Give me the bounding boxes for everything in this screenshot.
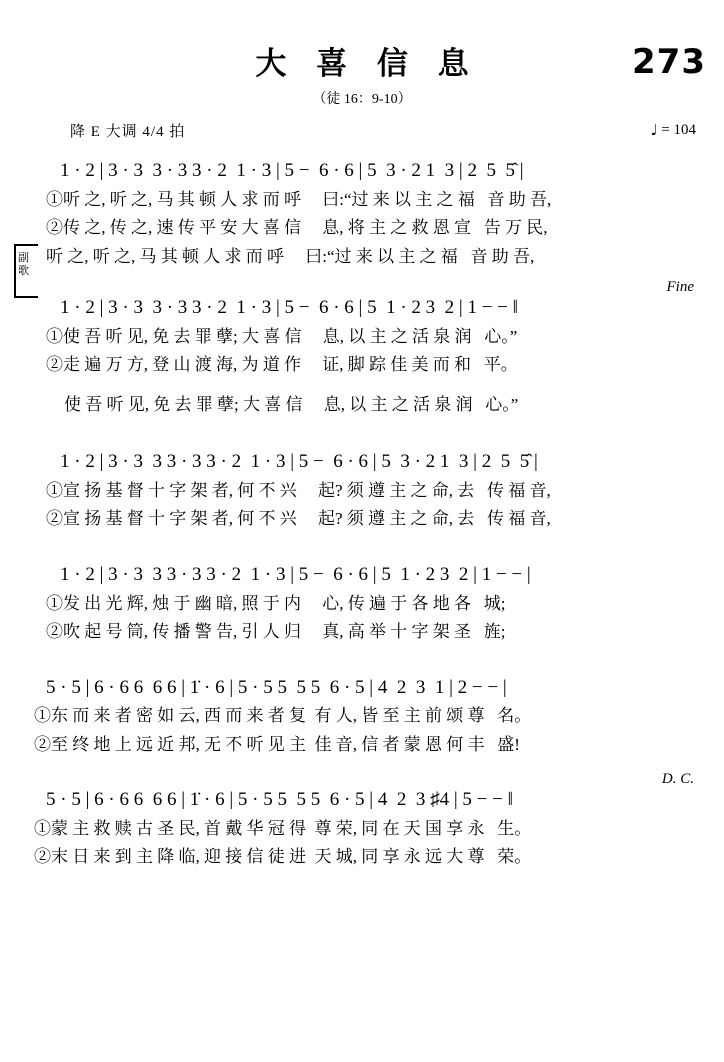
music-system-6 [0, 771, 724, 870]
lyric-line: ②吹 起 号 筒, 传 播 警 告, 引 人 归 真, 高 举 十 字 架 圣 旌; [46, 622, 506, 642]
notation-line: 1 · 2 | 3 · 3 3 3 · 3 3 · 2 1 · 3 | 5 − 6 · 6 | 5 3 · 2 1 3 | 2 5 5̂ | [60, 451, 538, 473]
chorus-label-line1: 副 [18, 252, 29, 264]
music-system-5 [0, 675, 724, 758]
notation-line: 5 · 5 | 6 · 6 6 6 6 | 1̇ · 6 | 5 · 5 5 5 5 6 · 5 | 4 2 3 ♯4 | 5 − − ‖ [46, 789, 513, 811]
lyric-line: ②走 遍 万 方, 登 山 渡 海, 为 道 作 证, 脚 踪 佳 美 而 和 平。 [46, 355, 518, 375]
lyric-line: ①东 而 来 者 密 如 云, 西 而 来 者 复 有 人, 皆 至 主 前 颂 尊 名。 [34, 706, 532, 726]
page-number: 273 [632, 42, 706, 82]
tempo-marking [650, 120, 696, 139]
lyric-line-chorus: 使 吾 听 见, 免 去 罪 孽; 大 喜 信 息, 以 主 之 活 泉 润 心。” [64, 394, 519, 414]
da-capo-marking: D. C. [661, 771, 694, 788]
notation-line: 1 · 2 | 3 · 3 3 3 · 3 3 · 2 1 · 3 | 5 − 6 · 6 | 5 1 · 2 3 2 | 1 − − | [60, 563, 531, 585]
key-and-meter: 降 E 大调 4/4 拍 [70, 124, 186, 140]
notation-line: 5 · 5 | 6 · 6 6 6 6 | 1̇ · 6 | 5 · 5 5 5 5 6 · 5 | 4 2 3 1 | 2 − − | [46, 676, 507, 698]
music-system-3 [0, 449, 724, 532]
fine-marking: Fine [666, 279, 694, 296]
lyric-line-chorus: 听 之, 听 之, 马 其 顿 人 求 而 呼 曰:“过 来 以 主 之 福 音 助 吾, [46, 246, 535, 266]
music-system-1 [0, 158, 724, 277]
music-system-4 [0, 562, 724, 645]
meta-row [0, 120, 724, 142]
scripture-reference: （徒 16：9-10） [312, 92, 412, 107]
lyric-line: ①宣 扬 基 督 十 字 架 者, 何 不 兴 起? 须 遵 主 之 命, 去 传 福 音, [46, 480, 551, 500]
lyric-line: ①使 吾 听 见, 免 去 罪 孽; 大 喜 信 息, 以 主 之 活 泉 润 心。” [46, 326, 518, 346]
notation-line: 1 · 2 | 3 · 3 3 · 3 3 · 2 1 · 3 | 5 − 6 · 6 | 5 1 · 2 3 2 | 1 − − ‖ [60, 297, 518, 319]
chorus-label-line2: 歌 [18, 264, 29, 277]
lyric-line: ②宣 扬 基 督 十 字 架 者, 何 不 兴 起? 须 遵 主 之 命, 去 传 福 音, [46, 509, 551, 529]
lyric-line: ②末 日 来 到 主 降 临, 迎 接 信 徒 进 天 城, 同 享 永 远 大 尊 荣。 [34, 847, 532, 867]
music-system-2 [0, 279, 724, 417]
quarter-note-icon: ♩ [650, 121, 658, 139]
lyric-line: ①听 之, 听 之, 马 其 顿 人 求 而 呼 曰:“过 来 以 主 之 福 音 助 吾, [46, 189, 552, 209]
notation-line: 1 · 2 | 3 · 3 3 · 3 3 · 2 1 · 3 | 5 − 6 · 6 | 5 3 · 2 1 3 | 2 5 5̂ | [60, 160, 524, 181]
tempo-value: = 104 [661, 122, 696, 138]
lyric-line: ①蒙 主 救 赎 古 圣 民, 首 戴 华 冠 得 尊 荣, 同 在 天 国 享 永 生。 [34, 818, 532, 838]
lyric-line: ①发 出 光 辉, 烛 于 幽 暗, 照 于 内 心, 传 遍 于 各 地 各 城; [46, 593, 506, 613]
lyric-line: ②传 之, 传 之, 速 传 平 安 大 喜 信 息, 将 主 之 救 恩 宣 告 万 民, [46, 218, 548, 238]
lyric-line: ②至 终 地 上 远 近 邦, 无 不 听 见 主 佳 音, 信 者 蒙 恩 何 丰 盛! [34, 734, 520, 754]
page-title: 大 喜 信 息 [255, 46, 480, 81]
chorus-bracket [14, 244, 48, 298]
